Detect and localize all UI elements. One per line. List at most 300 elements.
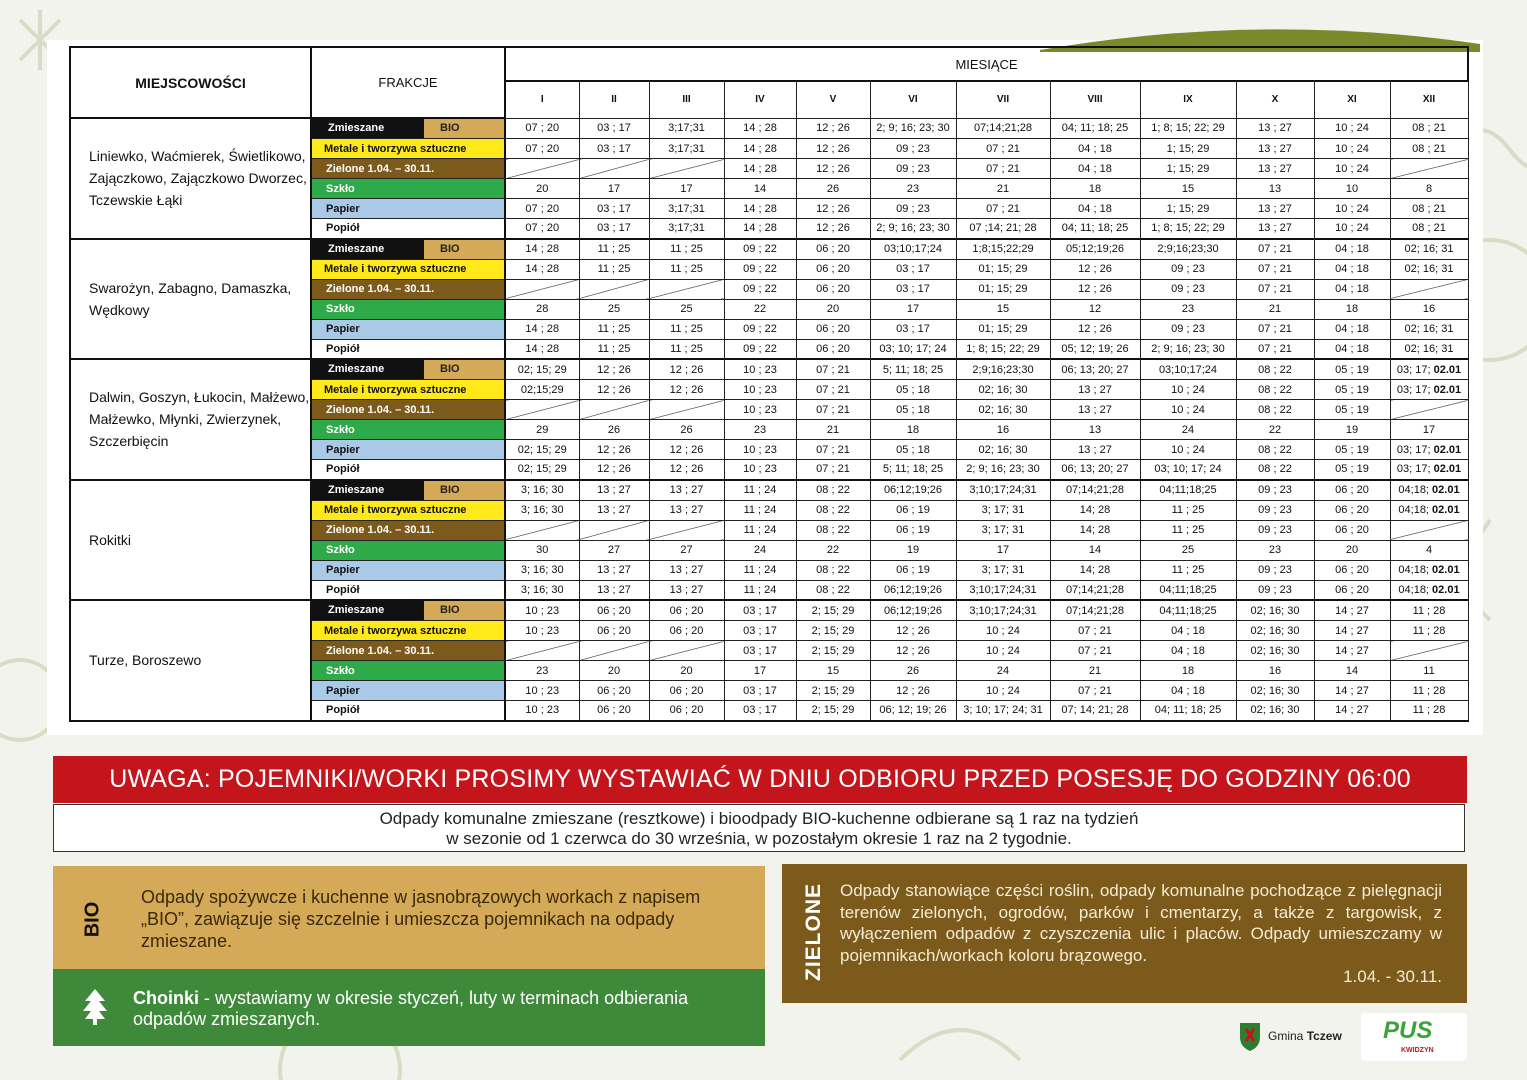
date-cell: 10 ; 24: [1140, 400, 1236, 420]
date-cell: 04;11;18;25: [1140, 580, 1236, 600]
date-cell: 26: [579, 420, 649, 440]
choinki-description: [133, 988, 743, 1030]
date-cell: 14 ; 28: [724, 159, 796, 179]
date-cell: 05 ; 18: [870, 440, 956, 460]
collection-schedule-table: [69, 46, 1469, 722]
month-header-XII: XII: [1390, 81, 1468, 118]
date-cell: 09 ; 23: [870, 199, 956, 219]
fraction-papier: Papier: [311, 560, 505, 580]
date-cell: [1390, 641, 1468, 661]
date-cell: 07 ; 21: [1236, 279, 1314, 299]
date-cell: 01; 15; 29: [956, 319, 1050, 339]
date-cell: 17: [649, 179, 724, 199]
date-cell: 11 ; 24: [724, 520, 796, 540]
date-cell: 02; 15; 29: [505, 440, 579, 460]
date-cell: 02; 16; 30: [1236, 621, 1314, 641]
date-cell: 07;14;21;28: [956, 118, 1050, 139]
date-cell: 10 ; 23: [724, 380, 796, 400]
pus-logo-sub: KWIDZYN: [1401, 1047, 1434, 1054]
date-cell: 11 ; 24: [724, 560, 796, 580]
date-cell: 24: [956, 661, 1050, 681]
date-cell: 11: [1390, 661, 1468, 681]
date-cell: 09 ; 23: [870, 159, 956, 179]
date-cell: 10 ; 24: [1314, 219, 1390, 239]
date-cell: 10 ; 24: [1314, 118, 1390, 139]
date-cell: 06; 12; 19; 26: [870, 701, 956, 721]
date-cell: 06 ; 20: [1314, 520, 1390, 540]
date-cell: [579, 520, 649, 540]
date-cell: 07 ; 21: [1236, 259, 1314, 279]
date-cell: 04 ; 18: [1314, 239, 1390, 260]
date-cell: 09 ; 23: [1236, 500, 1314, 520]
date-cell: 04;18; 02.01: [1390, 480, 1468, 501]
date-cell: 06 ; 20: [796, 279, 870, 299]
date-cell: 04 ; 18: [1314, 319, 1390, 339]
date-cell: 07;14;21;28: [1050, 480, 1140, 501]
date-cell: 08 ; 21: [1390, 199, 1468, 219]
date-cell: 1; 8; 15; 22; 29: [1140, 118, 1236, 139]
date-cell: 08 ; 22: [796, 580, 870, 600]
date-cell: 3;10;17;24;31: [956, 600, 1050, 621]
date-cell: 08 ; 22: [1236, 440, 1314, 460]
date-cell: 03 ; 17: [724, 621, 796, 641]
date-cell: 06 ; 20: [649, 701, 724, 721]
date-cell: 2; 9; 16; 23; 30: [1140, 339, 1236, 359]
date-cell: 23: [1236, 540, 1314, 560]
date-cell: 06 ; 19: [870, 520, 956, 540]
pus-logo-text: PUS: [1383, 1017, 1433, 1044]
date-cell: 26: [649, 420, 724, 440]
date-cell: 3; 17; 31: [956, 520, 1050, 540]
date-cell: 11 ; 25: [579, 239, 649, 260]
month-header-VI: VI: [870, 81, 956, 118]
date-cell: 21: [956, 179, 1050, 199]
date-cell: 03 ; 17: [724, 600, 796, 621]
date-cell: 27: [649, 540, 724, 560]
date-cell: 05 ; 19: [1314, 460, 1390, 480]
date-cell: 22: [1236, 420, 1314, 440]
date-cell: 07;14;21;28: [1050, 600, 1140, 621]
date-cell: 27: [579, 540, 649, 560]
date-cell: [1390, 279, 1468, 299]
date-cell: 12 ; 26: [870, 641, 956, 661]
date-cell: 10 ; 23: [724, 440, 796, 460]
date-cell: [505, 159, 579, 179]
date-cell: 04 ; 18: [1050, 139, 1140, 159]
month-header-I: I: [505, 81, 579, 118]
date-cell: 14 ; 27: [1314, 621, 1390, 641]
fraction-label: Zmieszane: [328, 242, 385, 255]
date-cell: 1; 15; 29: [1140, 139, 1236, 159]
locations-header: MIEJSCOWOŚCI: [70, 47, 311, 118]
date-cell: 05 ; 19: [1314, 440, 1390, 460]
date-cell: 10 ; 24: [956, 681, 1050, 701]
date-cell: 12 ; 26: [579, 460, 649, 480]
date-cell: 03 ; 17: [579, 219, 649, 239]
bio-label: BIO: [424, 119, 505, 138]
date-cell: 17: [724, 661, 796, 681]
gmina-tczew-logo: [1238, 1019, 1350, 1053]
date-cell: 11 ; 25: [579, 259, 649, 279]
date-cell: 13 ; 27: [579, 500, 649, 520]
date-cell: 14 ; 28: [505, 239, 579, 260]
date-cell: 26: [796, 179, 870, 199]
date-cell: 02; 16; 31: [1390, 259, 1468, 279]
date-cell: 4: [1390, 540, 1468, 560]
date-cell: 13 ; 27: [649, 580, 724, 600]
date-cell: 12 ; 26: [649, 460, 724, 480]
date-cell: 28: [505, 299, 579, 319]
date-cell: 03 ; 17: [579, 118, 649, 139]
date-cell: 10 ; 24: [956, 621, 1050, 641]
date-cell: 06 ; 20: [579, 681, 649, 701]
date-cell: 1; 8; 15; 22; 29: [1140, 219, 1236, 239]
date-cell: 08 ; 21: [1390, 139, 1468, 159]
date-cell: 18: [1314, 299, 1390, 319]
date-cell: 12 ; 26: [796, 219, 870, 239]
date-cell: 2; 9; 16; 23; 30: [870, 118, 956, 139]
date-cell: 02; 16; 31: [1390, 239, 1468, 260]
date-cell: 11 ; 25: [1140, 500, 1236, 520]
date-cell: 03 ; 17: [870, 259, 956, 279]
date-cell: 08 ; 22: [1236, 460, 1314, 480]
date-cell: 02; 16; 30: [956, 380, 1050, 400]
date-cell: 13 ; 27: [1050, 440, 1140, 460]
date-cell: 10 ; 24: [1314, 199, 1390, 219]
date-cell: 11 ; 24: [724, 580, 796, 600]
date-cell: 07 ; 21: [1236, 239, 1314, 260]
fraction-label: Zmieszane: [328, 483, 385, 496]
date-cell: 20: [505, 179, 579, 199]
date-cell: 2;9;16;23;30: [1140, 239, 1236, 260]
bio-info-box: [53, 866, 765, 969]
date-cell: 12 ; 26: [1050, 279, 1140, 299]
date-cell: 12 ; 26: [649, 359, 724, 380]
date-cell: 02; 15; 29: [505, 359, 579, 380]
date-cell: 3; 16; 30: [505, 480, 579, 501]
date-cell: 13 ; 27: [579, 580, 649, 600]
date-cell: 3; 10; 17; 24; 31: [956, 701, 1050, 721]
date-cell: 23: [870, 179, 956, 199]
date-cell: 10 ; 23: [724, 359, 796, 380]
date-cell: 12 ; 26: [796, 118, 870, 139]
date-cell: 08 ; 22: [1236, 380, 1314, 400]
date-cell: 13: [1050, 420, 1140, 440]
table-row: [70, 600, 1468, 621]
date-cell: 12 ; 26: [1050, 319, 1140, 339]
date-cell: 06 ; 20: [796, 259, 870, 279]
date-cell: 06 ; 20: [579, 621, 649, 641]
date-cell: 06 ; 20: [1314, 580, 1390, 600]
date-cell: [579, 159, 649, 179]
date-cell: 14; 28: [1050, 560, 1140, 580]
date-cell: 04 ; 18: [1314, 259, 1390, 279]
date-cell: 06 ; 20: [796, 319, 870, 339]
date-cell: 04 ; 18: [1140, 641, 1236, 661]
date-cell: 12 ; 26: [579, 359, 649, 380]
date-cell: 09 ; 22: [724, 259, 796, 279]
date-cell: [1390, 520, 1468, 540]
date-cell: 12 ; 26: [870, 681, 956, 701]
date-cell: 15: [956, 299, 1050, 319]
date-cell: 02; 16; 30: [1236, 681, 1314, 701]
date-cell: [505, 641, 579, 661]
date-cell: 3;10;17;24;31: [956, 480, 1050, 501]
date-cell: 13 ; 27: [649, 480, 724, 501]
date-cell: 03 ; 17: [724, 641, 796, 661]
date-cell: 10 ; 23: [724, 400, 796, 420]
date-cell: 03;10;17;24: [1140, 359, 1236, 380]
date-cell: 08 ; 22: [796, 520, 870, 540]
month-header-II: II: [579, 81, 649, 118]
date-cell: 11 ; 25: [649, 259, 724, 279]
date-cell: 2; 15; 29: [796, 621, 870, 641]
date-cell: 07 ; 21: [796, 380, 870, 400]
date-cell: 07 ; 21: [1236, 319, 1314, 339]
date-cell: 02; 15; 29: [505, 460, 579, 480]
zielone-description: [840, 880, 1442, 988]
date-cell: 04;11;18;25: [1140, 600, 1236, 621]
date-cell: 2; 9; 16; 23; 30: [870, 219, 956, 239]
date-cell: 13 ; 27: [1236, 199, 1314, 219]
date-cell: 04; 11; 18; 25: [1050, 219, 1140, 239]
month-header-XI: XI: [1314, 81, 1390, 118]
date-cell: 06;12;19;26: [870, 580, 956, 600]
location-names: Rokitki: [70, 480, 311, 601]
date-cell: 03 ; 17: [579, 139, 649, 159]
date-cell: 14 ; 28: [505, 259, 579, 279]
location-names: Dalwin, Goszyn, Łukocin, Małżewo, Małżewko, Młynki, Zwierzynek, Szczerbięcin: [70, 359, 311, 480]
date-cell: 07;14;21;28: [1050, 580, 1140, 600]
date-cell: 14 ; 27: [1314, 701, 1390, 721]
gmina-prefix: Gmina: [1268, 1029, 1304, 1043]
bio-label: BIO: [424, 601, 505, 620]
date-cell: 3;10;17;24;31: [956, 580, 1050, 600]
date-cell: 11 ; 25: [649, 339, 724, 359]
date-cell: 03; 10; 17; 24: [870, 339, 956, 359]
date-cell: [649, 641, 724, 661]
date-cell: 14 ; 28: [724, 118, 796, 139]
date-cell: 07 ; 21: [796, 440, 870, 460]
date-cell: 17: [1390, 420, 1468, 440]
date-cell: 8: [1390, 179, 1468, 199]
date-cell: 05; 12; 19; 26: [1050, 339, 1140, 359]
date-cell: 3; 17; 31: [956, 500, 1050, 520]
date-cell: 11 ; 25: [649, 239, 724, 260]
date-cell: 07 ; 20: [505, 199, 579, 219]
date-cell: 02; 16; 30: [956, 400, 1050, 420]
month-header-VIII: VIII: [1050, 81, 1140, 118]
date-cell: 17: [870, 299, 956, 319]
choinki-info-box: [53, 969, 765, 1046]
date-cell: 3;17;31: [649, 118, 724, 139]
fraction-papier: Papier: [311, 681, 505, 701]
date-cell: 20: [579, 661, 649, 681]
date-cell: 12 ; 26: [579, 380, 649, 400]
date-cell: 12: [1050, 299, 1140, 319]
date-cell: 06 ; 20: [649, 600, 724, 621]
date-cell: 14 ; 28: [505, 319, 579, 339]
date-cell: 06;12;19;26: [870, 600, 956, 621]
date-cell: 08 ; 22: [1236, 359, 1314, 380]
location-names: Swarożyn, Zabagno, Damaszka, Wędkowy: [70, 239, 311, 360]
date-cell: 10 ; 24: [1314, 139, 1390, 159]
date-cell: [649, 400, 724, 420]
date-cell: 1;8;15;22;29: [956, 239, 1050, 260]
date-cell: 11 ; 28: [1390, 621, 1468, 641]
date-cell: 03; 17; 02.01: [1390, 440, 1468, 460]
date-cell: 07 ;14; 21; 28: [956, 219, 1050, 239]
date-cell: [505, 520, 579, 540]
date-cell: 21: [796, 420, 870, 440]
date-cell: 07 ; 20: [505, 219, 579, 239]
date-cell: 03 ; 17: [724, 701, 796, 721]
date-cell: 25: [1140, 540, 1236, 560]
date-cell: 04 ; 18: [1314, 339, 1390, 359]
zielone-label: ZIELONE: [802, 882, 826, 982]
month-header-III: III: [649, 81, 724, 118]
date-cell: 03 ; 17: [870, 319, 956, 339]
month-header-IV: IV: [724, 81, 796, 118]
months-header: MIESIĄCE: [505, 47, 1468, 81]
date-cell: 14 ; 28: [505, 339, 579, 359]
table-row: [70, 239, 1468, 260]
date-cell: 10 ; 23: [505, 701, 579, 721]
date-cell: 13: [1236, 179, 1314, 199]
date-cell: 20: [649, 661, 724, 681]
date-cell: 3;17;31: [649, 139, 724, 159]
date-cell: 07 ; 21: [1236, 339, 1314, 359]
date-cell: 20: [796, 299, 870, 319]
date-cell: [579, 641, 649, 661]
collection-frequency-note: [53, 804, 1465, 852]
date-cell: 13 ; 27: [1236, 139, 1314, 159]
date-cell: 09 ; 23: [1140, 259, 1236, 279]
date-cell: 13 ; 27: [1236, 159, 1314, 179]
fraction-popiol: Popiół: [311, 339, 505, 359]
warning-banner: UWAGA: POJEMNIKI/WORKI PROSIMY WYSTAWIAĆ W DNIU ODBIORU PRZED POSESJĘ DO GODZINY 06:00: [53, 756, 1467, 803]
date-cell: 13 ; 27: [1050, 380, 1140, 400]
date-cell: 02; 16; 31: [1390, 339, 1468, 359]
date-cell: 11 ; 25: [1140, 520, 1236, 540]
date-cell: 07 ; 21: [796, 400, 870, 420]
date-cell: 04;18; 02.01: [1390, 560, 1468, 580]
date-cell: 10 ; 23: [505, 621, 579, 641]
date-cell: 05 ; 19: [1314, 380, 1390, 400]
date-cell: 04; 11; 18; 25: [1140, 701, 1236, 721]
date-cell: 13 ; 27: [1050, 400, 1140, 420]
date-cell: 04;18; 02.01: [1390, 500, 1468, 520]
date-cell: 11 ; 28: [1390, 600, 1468, 621]
date-cell: 11 ; 24: [724, 500, 796, 520]
date-cell: 14 ; 27: [1314, 641, 1390, 661]
date-cell: 12 ; 26: [1050, 259, 1140, 279]
date-cell: 10 ; 24: [1140, 440, 1236, 460]
date-cell: 18: [870, 420, 956, 440]
date-cell: 05 ; 19: [1314, 400, 1390, 420]
date-cell: 11 ; 25: [579, 319, 649, 339]
date-cell: 06 ; 20: [1314, 560, 1390, 580]
fraction-zielone: Zielone 1.04. – 30.11.: [311, 159, 505, 179]
fraction-papier: Papier: [311, 199, 505, 219]
date-cell: 05 ; 18: [870, 400, 956, 420]
date-cell: 07 ; 20: [505, 118, 579, 139]
date-cell: 26: [870, 661, 956, 681]
date-cell: 30: [505, 540, 579, 560]
date-cell: 21: [1050, 661, 1140, 681]
date-cell: 05 ; 18: [870, 380, 956, 400]
date-cell: 14: [724, 179, 796, 199]
table-row: [70, 480, 1468, 501]
date-cell: 06 ; 20: [579, 701, 649, 721]
date-cell: 12 ; 26: [649, 380, 724, 400]
date-cell: 3; 16; 30: [505, 580, 579, 600]
date-cell: 11 ; 24: [724, 480, 796, 501]
date-cell: 06 ; 19: [870, 560, 956, 580]
date-cell: [1390, 159, 1468, 179]
date-cell: 2; 15; 29: [796, 681, 870, 701]
date-cell: [649, 279, 724, 299]
date-cell: 03 ; 17: [870, 279, 956, 299]
note-line-1: Odpady komunalne zmieszane (resztkowe) i bioodpady BIO-kuchenne odbierane są 1 raz na tydzień: [379, 809, 1139, 828]
date-cell: 04 ; 18: [1140, 621, 1236, 641]
date-cell: 2; 15; 29: [796, 600, 870, 621]
date-cell: 08 ; 22: [1236, 400, 1314, 420]
date-cell: 06; 13; 20; 27: [1050, 359, 1140, 380]
date-cell: 2; 15; 29: [796, 701, 870, 721]
fraction-szklo: Szkło: [311, 420, 505, 440]
date-cell: 25: [649, 299, 724, 319]
date-cell: 10 ; 23: [505, 681, 579, 701]
bio-label: BIO: [81, 901, 104, 938]
gmina-name: Tczew: [1306, 1029, 1342, 1043]
fraction-popiol: Popiół: [311, 219, 505, 239]
date-cell: 3;17;31: [649, 219, 724, 239]
date-cell: 10 ; 24: [1314, 159, 1390, 179]
fraction-metale: Metale i tworzywa sztuczne: [311, 259, 505, 279]
date-cell: 07 ; 21: [1050, 641, 1140, 661]
gmina-crest-icon: [1238, 1021, 1262, 1051]
date-cell: 06 ; 20: [796, 239, 870, 260]
date-cell: 08 ; 22: [796, 560, 870, 580]
bio-label: BIO: [424, 360, 505, 379]
fractions-header: FRAKCJE: [311, 47, 505, 118]
date-cell: 04;11;18;25: [1140, 480, 1236, 501]
date-cell: 23: [505, 661, 579, 681]
date-cell: 23: [1140, 299, 1236, 319]
fraction-zmieszane: [311, 480, 505, 501]
date-cell: 13 ; 27: [579, 560, 649, 580]
date-cell: 18: [1050, 179, 1140, 199]
fraction-szklo: Szkło: [311, 179, 505, 199]
date-cell: 09 ; 23: [870, 139, 956, 159]
date-cell: 23: [724, 420, 796, 440]
date-cell: 12 ; 26: [649, 440, 724, 460]
date-cell: 19: [1314, 420, 1390, 440]
date-cell: 14; 28: [1050, 500, 1140, 520]
date-cell: 04 ; 18: [1314, 279, 1390, 299]
pus-kwidzyn-logo: [1361, 1013, 1467, 1061]
fraction-metale: Metale i tworzywa sztuczne: [311, 500, 505, 520]
note-line-2: w sezonie od 1 czerwca do 30 września, w pozostałym okresie 1 raz na 2 tygodnie.: [446, 829, 1072, 848]
fraction-metale: Metale i tworzywa sztuczne: [311, 621, 505, 641]
date-cell: 02; 16; 30: [956, 440, 1050, 460]
date-cell: 01; 15; 29: [956, 259, 1050, 279]
date-cell: 08 ; 21: [1390, 118, 1468, 139]
date-cell: 09 ; 23: [1140, 319, 1236, 339]
date-cell: 16: [1236, 661, 1314, 681]
month-header-VII: VII: [956, 81, 1050, 118]
